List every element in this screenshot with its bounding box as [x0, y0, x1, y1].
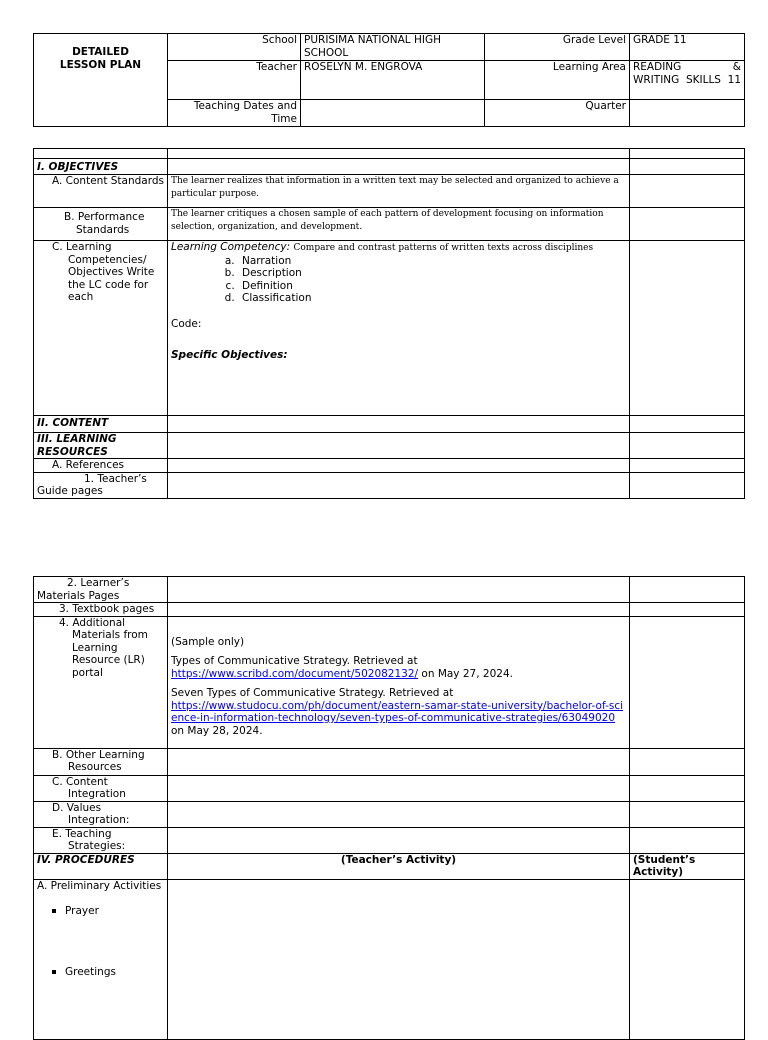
list-item: b. Description	[238, 267, 626, 280]
learning-resources-heading: III. LEARNING RESOURCES	[34, 433, 168, 459]
content-standards-label: A. Content Standards	[34, 175, 168, 208]
content-integration-label: C. Content Integration	[34, 775, 168, 801]
school-label: School	[168, 34, 301, 61]
student-activity-header: (Student’s Activity)	[630, 853, 745, 879]
list-item: a. Narration	[238, 255, 626, 268]
learning-competencies-label: C. Learning Competencies/ Objectives Write the LC code for each	[34, 241, 168, 416]
values-integration-label: D. Values Integration:	[34, 801, 168, 827]
grade-level-value: GRADE 11	[630, 34, 745, 61]
sample-note: (Sample only)	[171, 635, 245, 648]
competency-list	[171, 255, 626, 305]
additional-materials-label: 4. Additional Materials from Learning Resource (LR) portal	[34, 616, 168, 748]
learning-competency-text: Compare and contrast patterns of written texts across disciplines	[293, 243, 594, 253]
list-item: d. Classification	[238, 292, 626, 305]
learning-competency-cell	[168, 241, 630, 416]
bullet-icon	[52, 909, 56, 913]
performance-standards-text: The learner critiques a chosen sample of each pattern of development focusing on information selection, organization, and development.	[168, 208, 630, 241]
teaching-dates-label: Teaching Dates and Time	[168, 100, 301, 127]
code-label: Code:	[171, 317, 202, 330]
school-value: PURISIMA NATIONAL HIGH SCHOOL	[301, 34, 485, 61]
learning-competency-label: Learning Competency:	[171, 241, 291, 253]
teachers-guide-label: 1. Teacher’s Guide pages	[34, 472, 168, 498]
teaching-strategies-label: E. Teaching Strategies:	[34, 827, 168, 853]
specific-objectives-label: Specific Objectives:	[171, 349, 288, 361]
references-label: A. References	[34, 459, 168, 473]
preliminary-activities-label: A. Preliminary Activities	[37, 879, 162, 892]
list-item: Prayer	[52, 905, 99, 918]
performance-standards-label: B. Performance Standards	[34, 208, 168, 241]
teacher-value: ROSELYN M. ENGROVA	[301, 61, 485, 100]
quarter-value	[630, 100, 745, 127]
header-table	[33, 33, 745, 127]
bullet-icon	[52, 970, 56, 974]
reference-1-text: Types of Communicative Strategy. Retrieved at	[171, 655, 418, 667]
grade-level-label: Grade Level	[485, 34, 630, 61]
reference-2-link[interactable]: https://www.studocu.com/ph/document/eastern-samar-state-university/bachelor-of-science-in-information-technology/seven-types-of-communicative-strategies/63049020	[171, 699, 624, 724]
list-item: Greetings	[52, 966, 116, 979]
learners-materials-label: 2. Learner’s Materials Pages	[34, 577, 168, 603]
preliminary-activities-cell	[34, 879, 168, 1039]
procedures-heading: IV. PROCEDURES	[34, 853, 168, 879]
teacher-label: Teacher	[168, 61, 301, 100]
reference-1-date: on May 27, 2024.	[418, 667, 513, 680]
learning-area-label: Learning Area	[485, 61, 630, 100]
textbook-pages-label: 3. Textbook pages	[34, 603, 168, 617]
content-heading: II. CONTENT	[34, 416, 168, 433]
quarter-label: Quarter	[485, 100, 630, 127]
learning-area-value: READING & WRITING SKILLS 11	[630, 61, 745, 100]
list-item: c. Definition	[238, 280, 626, 293]
objectives-heading: I. OBJECTIVES	[34, 159, 168, 175]
content-standards-text: The learner realizes that information in a written text may be selected and organized to achieve a particular purpose.	[168, 175, 630, 208]
other-resources-label: B. Other Learning Resources	[34, 748, 168, 775]
additional-materials-cell	[168, 616, 630, 748]
objectives-table	[33, 148, 745, 499]
lesson-plan-title: DETAILED LESSON PLAN	[34, 34, 168, 127]
resources-procedures-table	[33, 576, 745, 1040]
teacher-activity-header: (Teacher’s Activity)	[168, 853, 630, 879]
teaching-dates-value	[301, 100, 485, 127]
reference-2-date: on May 28, 2024.	[171, 724, 263, 737]
reference-1-link[interactable]: https://www.scribd.com/document/502082132/	[171, 667, 419, 680]
reference-2-text: Seven Types of Communicative Strategy. Retrieved at	[171, 687, 454, 699]
